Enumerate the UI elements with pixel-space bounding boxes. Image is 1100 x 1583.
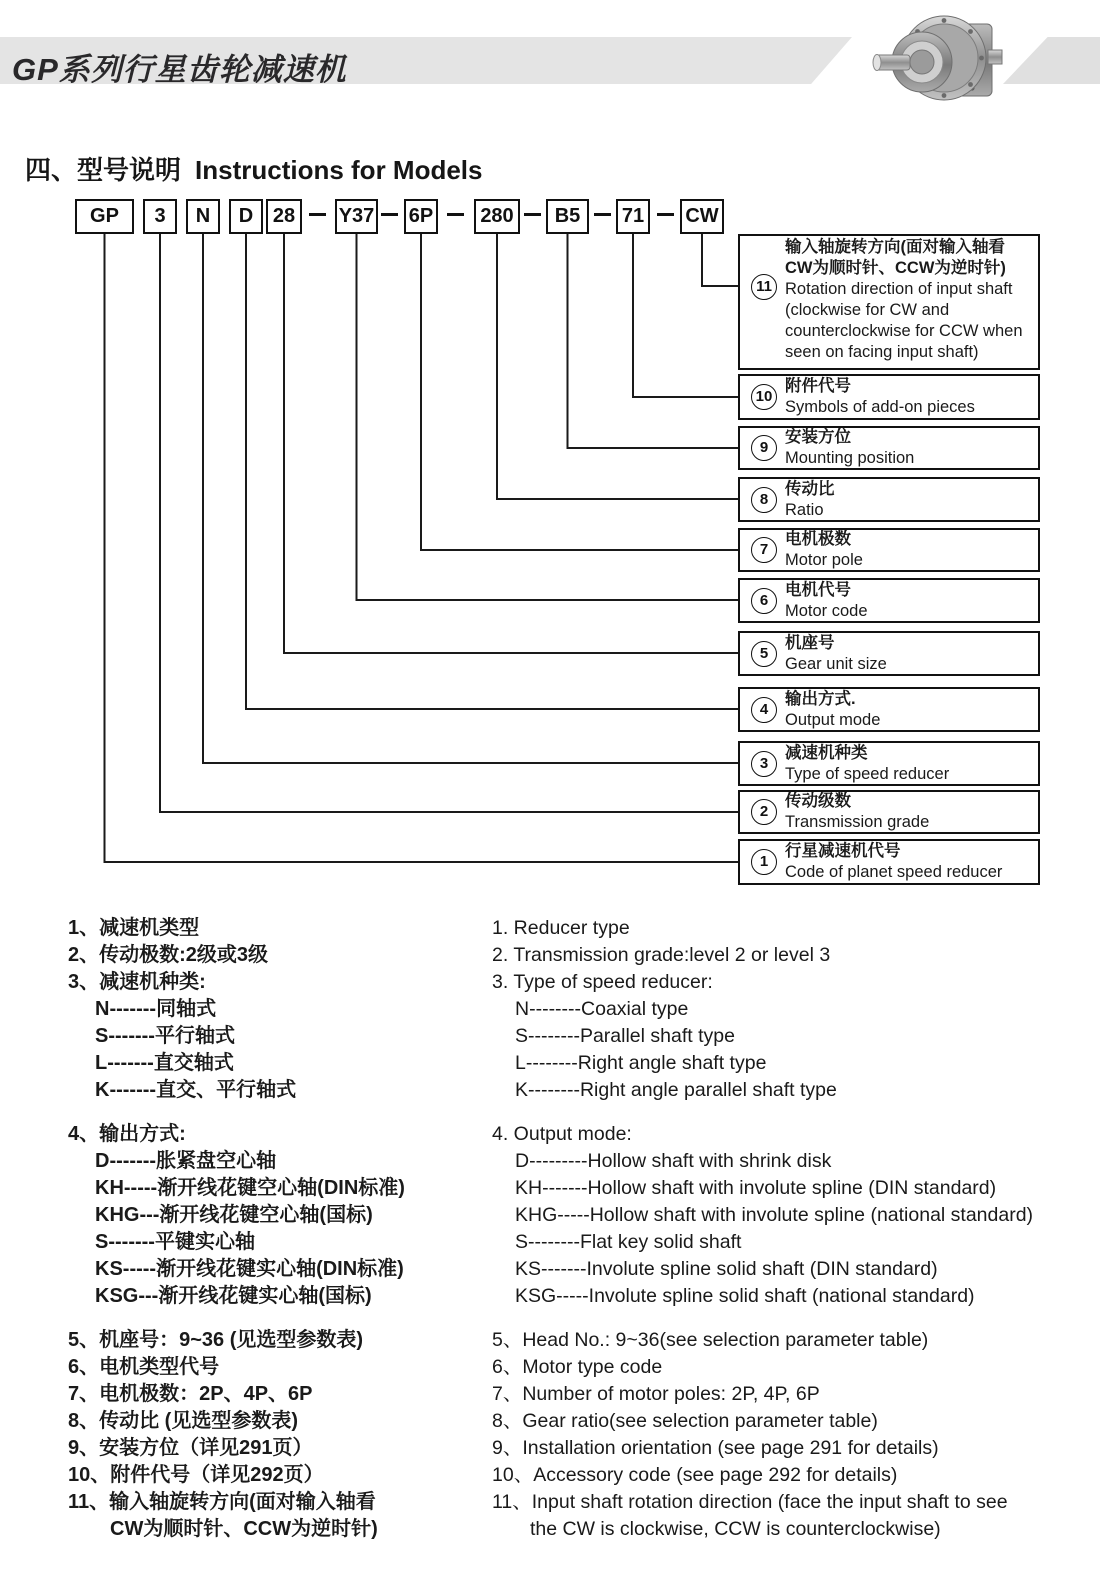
list-line: 2. Transmission grade:level 2 or level 3 bbox=[492, 944, 831, 966]
list-line: 8、传动比 (见选型参数表) bbox=[68, 1410, 298, 1432]
annotation-en: Rotation direction of input shaft (clockwise for CW and counterclockwise for CCW when seen on facing input shaft) bbox=[785, 280, 1023, 361]
list-line: 8、Gear ratio(see selection parameter table) bbox=[492, 1410, 878, 1432]
circled-number-3: 3 bbox=[751, 751, 777, 777]
circled-number-2: 2 bbox=[751, 799, 777, 825]
list-line: 1. Reducer type bbox=[492, 917, 630, 939]
code-segment-b5: B5 bbox=[546, 199, 589, 234]
list-line: 3. Type of speed reducer: bbox=[492, 971, 713, 993]
circled-number-7: 7 bbox=[751, 537, 777, 563]
list-spacer bbox=[68, 1310, 488, 1327]
list-line: 9、安装方位（详见291页） bbox=[68, 1437, 313, 1459]
list-line: K--------Right angle parallel shaft type bbox=[515, 1079, 837, 1101]
annotation-cn: 电机极数 bbox=[785, 530, 851, 548]
code-segment-gp: GP bbox=[75, 199, 134, 234]
annotation-cn: 安装方位 bbox=[785, 428, 851, 446]
annotation-en: Ratio bbox=[785, 500, 824, 519]
list-line: L-------直交轴式 bbox=[95, 1052, 234, 1074]
circled-number-8: 8 bbox=[751, 487, 777, 513]
list-line: 10、Accessory code (see page 292 for details) bbox=[492, 1464, 898, 1486]
circled-number-1: 1 bbox=[751, 849, 777, 875]
list-line: S--------Flat key solid shaft bbox=[515, 1231, 742, 1253]
list-line: the CW is clockwise, CCW is counterclockwise) bbox=[530, 1518, 941, 1540]
circled-number-4: 4 bbox=[751, 697, 777, 723]
list-line: D-------胀紧盘空心轴 bbox=[95, 1150, 277, 1172]
annotation-box-3 bbox=[738, 741, 1040, 786]
list-line: 5、机座号：9~36 (见选型参数表) bbox=[68, 1329, 364, 1351]
annotation-en: Output mode bbox=[785, 710, 881, 729]
list-line: S-------平键实心轴 bbox=[95, 1231, 255, 1253]
code-segment-y37: Y37 bbox=[335, 199, 378, 234]
annotation-en: Motor pole bbox=[785, 551, 863, 569]
circled-number-10: 10 bbox=[751, 384, 777, 410]
list-line: N-------同轴式 bbox=[95, 998, 217, 1020]
code-segment-cw: CW bbox=[680, 199, 724, 234]
annotation-box-8 bbox=[738, 477, 1040, 522]
annotation-en: Code of planet speed reducer bbox=[785, 863, 1003, 881]
annotation-cn: 机座号 bbox=[785, 633, 835, 652]
list-line: 11、输入轴旋转方向(面对输入轴看 bbox=[68, 1491, 376, 1513]
circled-number-9: 9 bbox=[751, 435, 777, 461]
list-line: L--------Right angle shaft type bbox=[515, 1052, 767, 1074]
annotation-en: Symbols of add-on pieces bbox=[785, 398, 975, 416]
list-line: N--------Coaxial type bbox=[515, 998, 689, 1020]
annotation-box-5 bbox=[738, 631, 1040, 676]
annotation-cn: 行星减速机代号 bbox=[785, 842, 901, 860]
list-line: KSG---渐开线花键实心轴(国标) bbox=[95, 1285, 372, 1307]
annotation-en: Gear unit size bbox=[785, 654, 887, 673]
list-line: D---------Hollow shaft with shrink disk bbox=[515, 1150, 832, 1172]
notes-list-english bbox=[492, 915, 1092, 1543]
code-segment-28: 28 bbox=[266, 199, 302, 234]
list-line: 7、电机极数：2P、4P、6P bbox=[68, 1383, 313, 1405]
list-spacer bbox=[68, 1104, 488, 1121]
annotation-en: Transmission grade bbox=[785, 813, 930, 831]
list-line: 7、Number of motor poles: 2P, 4P, 6P bbox=[492, 1383, 820, 1405]
list-spacer bbox=[492, 1310, 1092, 1327]
section-title-en: Instructions for Models bbox=[195, 155, 483, 185]
annotation-box-10 bbox=[738, 374, 1040, 420]
annotation-box-2 bbox=[738, 790, 1040, 834]
code-separator-dash bbox=[381, 213, 398, 216]
list-line: 5、Head No.: 9~36(see selection parameter table) bbox=[492, 1329, 929, 1351]
annotation-cn: 传动比 bbox=[785, 479, 835, 498]
circled-number-5: 5 bbox=[751, 641, 777, 667]
list-line: 11、Input shaft rotation direction (face the input shaft to see bbox=[492, 1491, 1008, 1513]
code-segment-d: D bbox=[229, 199, 263, 234]
list-line: S--------Parallel shaft type bbox=[515, 1025, 735, 1047]
annotation-cn: 电机代号 bbox=[785, 580, 851, 599]
annotation-cn: 减速机种类 bbox=[785, 743, 868, 762]
annotation-cn: 传动级数 bbox=[785, 792, 851, 810]
annotation-en: Type of speed reducer bbox=[785, 764, 950, 783]
list-line: 6、电机类型代号 bbox=[68, 1356, 220, 1378]
code-separator-dash bbox=[447, 213, 464, 216]
code-segment-6p: 6P bbox=[404, 199, 438, 234]
list-line: KH-------Hollow shaft with involute spline (DIN standard) bbox=[515, 1177, 997, 1199]
list-line: 4、输出方式: bbox=[68, 1123, 186, 1145]
annotation-box-9 bbox=[738, 426, 1040, 470]
annotation-box-6 bbox=[738, 578, 1040, 623]
annotation-cn: 附件代号 bbox=[785, 377, 851, 395]
code-separator-dash bbox=[657, 213, 674, 216]
list-line: S-------平行轴式 bbox=[95, 1025, 235, 1047]
code-segment-71: 71 bbox=[616, 199, 650, 234]
code-separator-dash bbox=[524, 213, 541, 216]
list-spacer bbox=[492, 1104, 1092, 1121]
code-separator-dash bbox=[309, 213, 326, 216]
list-line: KS-----渐开线花键实心轴(DIN标准) bbox=[95, 1258, 404, 1280]
page-title: GP系列行星齿轮减速机 bbox=[12, 52, 347, 87]
list-line: 6、Motor type code bbox=[492, 1356, 663, 1378]
annotation-en: Motor code bbox=[785, 601, 868, 620]
list-line: 1、减速机类型 bbox=[68, 917, 200, 939]
list-line: KH-----渐开线花键空心轴(DIN标准) bbox=[95, 1177, 405, 1199]
list-line: KS-------Involute spline solid shaft (DIN standard) bbox=[515, 1258, 938, 1280]
circled-number-6: 6 bbox=[751, 588, 777, 614]
list-line: K-------直交、平行轴式 bbox=[95, 1079, 297, 1101]
list-line: 10、附件代号（详见292页） bbox=[68, 1464, 324, 1486]
annotation-cn: 输出方式. bbox=[785, 689, 856, 708]
code-segment-n: N bbox=[186, 199, 220, 234]
list-line: 4. Output mode: bbox=[492, 1123, 632, 1145]
annotation-box-1 bbox=[738, 839, 1040, 885]
list-line: CW为顺时针、CCW为逆时针) bbox=[110, 1518, 378, 1540]
list-line: KSG-----Involute spline solid shaft (national standard) bbox=[515, 1285, 975, 1307]
code-segment-3: 3 bbox=[143, 199, 177, 234]
notes-list-chinese bbox=[68, 915, 488, 1543]
code-separator-dash bbox=[594, 213, 611, 216]
annotation-box-11 bbox=[738, 234, 1040, 370]
annotation-en: Mounting position bbox=[785, 449, 915, 467]
list-line: 3、减速机种类: bbox=[68, 971, 206, 993]
list-line: 2、传动极数:2级或3级 bbox=[68, 944, 269, 966]
annotation-cn: 输入轴旋转方向(面对输入轴看CW为顺时针、CCW为逆时针) bbox=[785, 238, 1006, 277]
circled-number-11: 11 bbox=[751, 274, 777, 300]
list-line: 9、Installation orientation (see page 291 for details) bbox=[492, 1437, 939, 1459]
list-line: KHG-----Hollow shaft with involute spline (national standard) bbox=[515, 1204, 1034, 1226]
code-segment-280: 280 bbox=[474, 199, 520, 234]
annotation-box-7 bbox=[738, 528, 1040, 572]
list-line: KHG---渐开线花键空心轴(国标) bbox=[95, 1204, 373, 1226]
annotation-box-4 bbox=[738, 687, 1040, 732]
section-title-cn: 四、型号说明 bbox=[25, 155, 182, 185]
